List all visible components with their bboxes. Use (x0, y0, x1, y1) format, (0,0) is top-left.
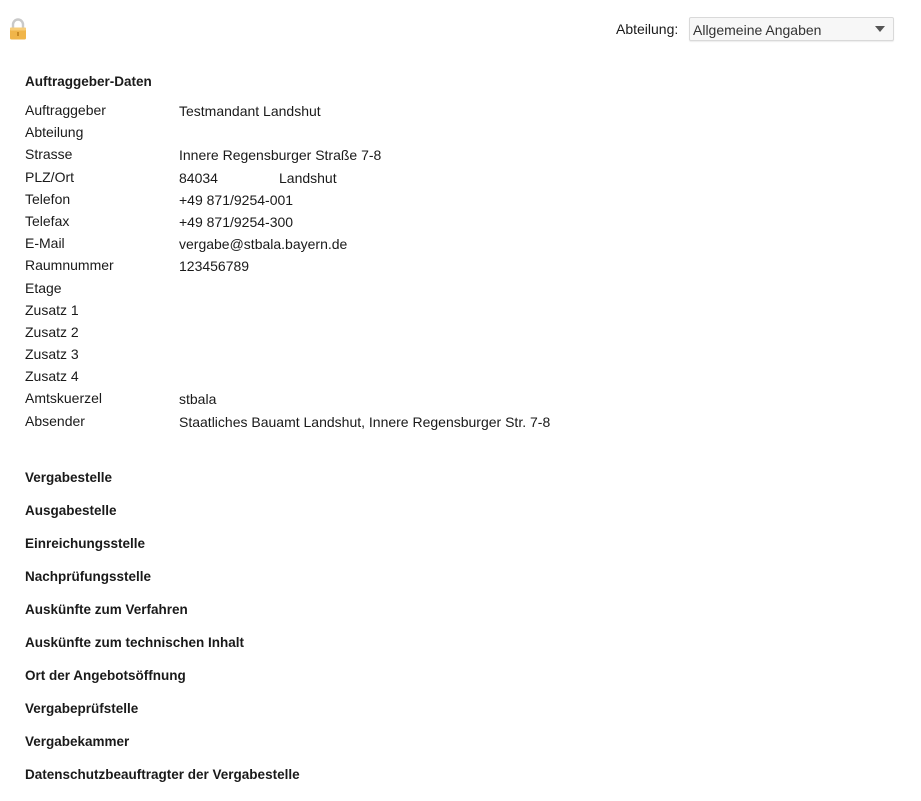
section-header-nachpruefungsstelle[interactable]: Nachprüfungsstelle (25, 569, 152, 584)
field-value: 84034 (179, 169, 218, 186)
field-row (25, 412, 895, 434)
field-label: Absender (25, 412, 85, 429)
field-row (25, 301, 895, 323)
field-value: Staatliches Bauamt Landshut, Innere Regensburger Str. 7-8 (179, 413, 551, 430)
field-label: PLZ/Ort (25, 168, 75, 185)
chevron-down-icon (875, 26, 885, 32)
field-value: Innere Regensburger Straße 7-8 (179, 147, 382, 164)
field-row (25, 123, 895, 145)
field-row (25, 256, 895, 278)
section-header-vergabekammer[interactable]: Vergabekammer (25, 734, 130, 749)
field-row (25, 168, 895, 190)
section-header-vergabepruefstelle[interactable]: Vergabeprüfstelle (25, 701, 139, 716)
department-select-value: Allgemeine Angaben (693, 22, 822, 38)
section-header-auskuenfte-verfahren[interactable]: Auskünfte zum Verfahren (25, 602, 188, 617)
field-label: Telefon (25, 190, 71, 207)
field-label: Zusatz 1 (25, 301, 79, 318)
field-value: vergabe@stbala.bayern.de (179, 236, 348, 253)
field-label: Zusatz 3 (25, 346, 79, 363)
field-value-city: Landshut (279, 169, 337, 186)
field-row (25, 190, 895, 212)
lock-icon[interactable] (8, 18, 28, 40)
section-header-auskuenfte-technisch[interactable]: Auskünfte zum technischen Inhalt (25, 635, 245, 650)
section-header-datenschutz[interactable]: Datenschutzbeauftragter der Vergabestelle (25, 767, 300, 782)
field-label: Abteilung (25, 124, 84, 141)
field-row (25, 279, 895, 301)
field-row (25, 145, 895, 167)
field-row (25, 367, 895, 389)
section-header-vergabestelle[interactable]: Vergabestelle (25, 470, 113, 485)
section-header-ausgabestelle[interactable]: Ausgabestelle (25, 503, 117, 518)
department-label: Abteilung: (616, 21, 679, 37)
field-label: Amtskuerzel (25, 390, 103, 407)
section-header-angebotsoeffnung[interactable]: Ort der Angebotsöffnung (25, 668, 186, 683)
field-value: Testmandant Landshut (179, 103, 321, 119)
client-data-list (25, 101, 895, 434)
field-label: Telefax (25, 212, 70, 229)
field-row (25, 345, 895, 367)
field-row (25, 389, 895, 411)
department-select[interactable] (689, 17, 894, 41)
field-row (25, 323, 895, 345)
field-label: Raumnummer (25, 257, 114, 274)
field-label: Strasse (25, 146, 73, 163)
client-section-title: Auftraggeber-Daten (25, 74, 152, 89)
field-value: 123456789 (179, 258, 250, 275)
field-label: Zusatz 2 (25, 323, 79, 340)
field-value: stbala (179, 391, 217, 408)
field-label: Zusatz 4 (25, 368, 79, 385)
field-value: +49 871/9254-300 (179, 213, 294, 230)
field-value: +49 871/9254-001 (179, 191, 294, 208)
field-label: Auftraggeber (25, 102, 106, 118)
field-label: Etage (25, 279, 62, 296)
field-row (25, 101, 895, 123)
field-label: E-Mail (25, 235, 65, 252)
collapsed-sections (25, 469, 895, 799)
field-row (25, 234, 895, 256)
field-row (25, 212, 895, 234)
section-header-einreichungsstelle[interactable]: Einreichungsstelle (25, 536, 146, 551)
